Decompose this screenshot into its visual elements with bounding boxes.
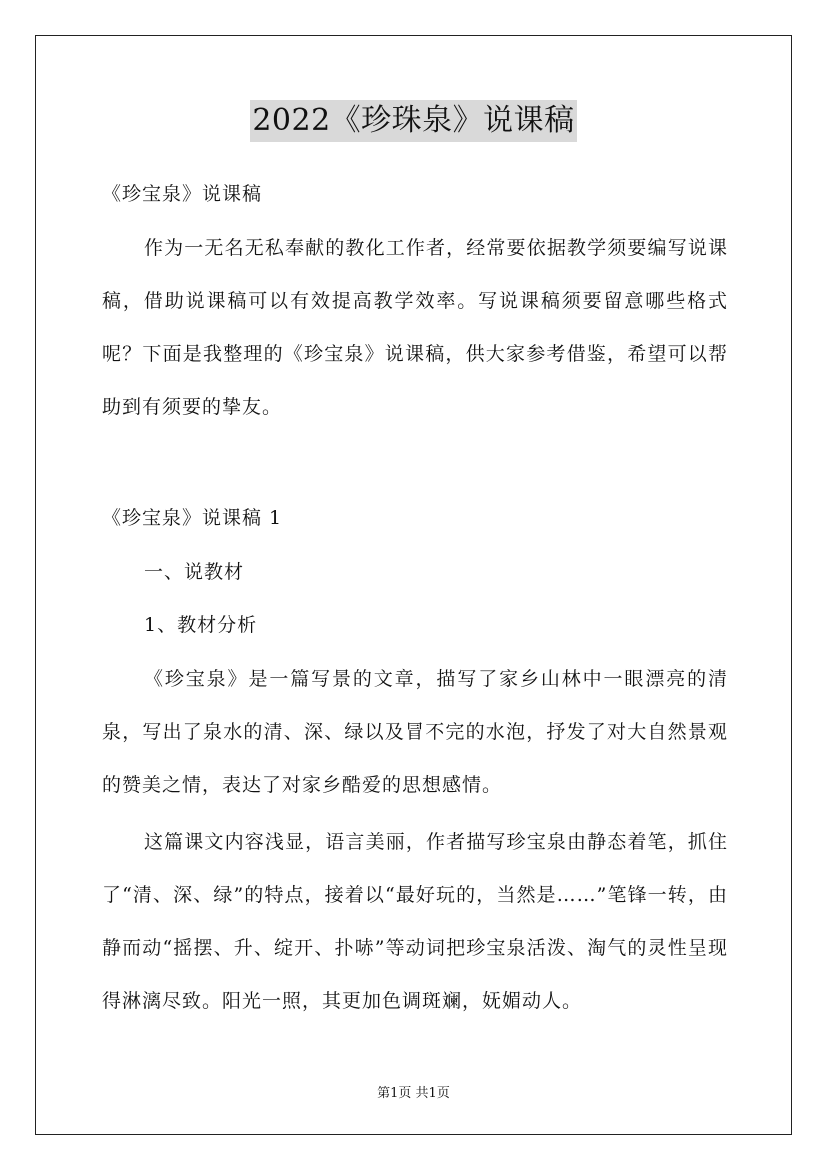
body-paragraph-1: 《珍宝泉》是一篇写景的文章，描写了家乡山林中一眼漂亮的清泉，写出了泉水的清、深、绿以及冒不完的水泡，抒发了对大自然景观的赞美之情，表达了对家乡酷爱的思想感情。 [102, 668, 728, 796]
title-wrap [0, 100, 827, 142]
document-subtitle: 《珍宝泉》说课稿 [102, 183, 263, 205]
document-title: 2022《珍珠泉》说课稿 [250, 100, 576, 142]
section-heading: 《珍宝泉》说课稿 1 [102, 507, 283, 529]
page-footer: 第1页 共1页 [377, 1086, 450, 1101]
part-heading: 一、说教材 [144, 561, 245, 583]
intro-paragraph: 作为一无名无私奉献的教化工作者，经常要依据教学须要编写说课稿，借助说课稿可以有效提高教学效率。写说课稿须要留意哪些格式呢？下面是我整理的《珍宝泉》说课稿，供大家参考借鉴，希望可以帮助到有须要的挚友。 [102, 237, 728, 418]
body-paragraph-2: 这篇课文内容浅显，语言美丽，作者描写珍宝泉由静态着笔，抓住了“清、深、绿”的特点，接着以“最好玩的，当然是……”笔锋一转，由静而动“摇摆、升、绽开、扑哧”等动词把珍宝泉活泼、淘气的灵性呈现得淋漓尽致。阳光一照，其更加色调斑斓，妩媚动人。 [102, 831, 728, 1012]
sub-heading: 1、教材分析 [144, 614, 258, 636]
